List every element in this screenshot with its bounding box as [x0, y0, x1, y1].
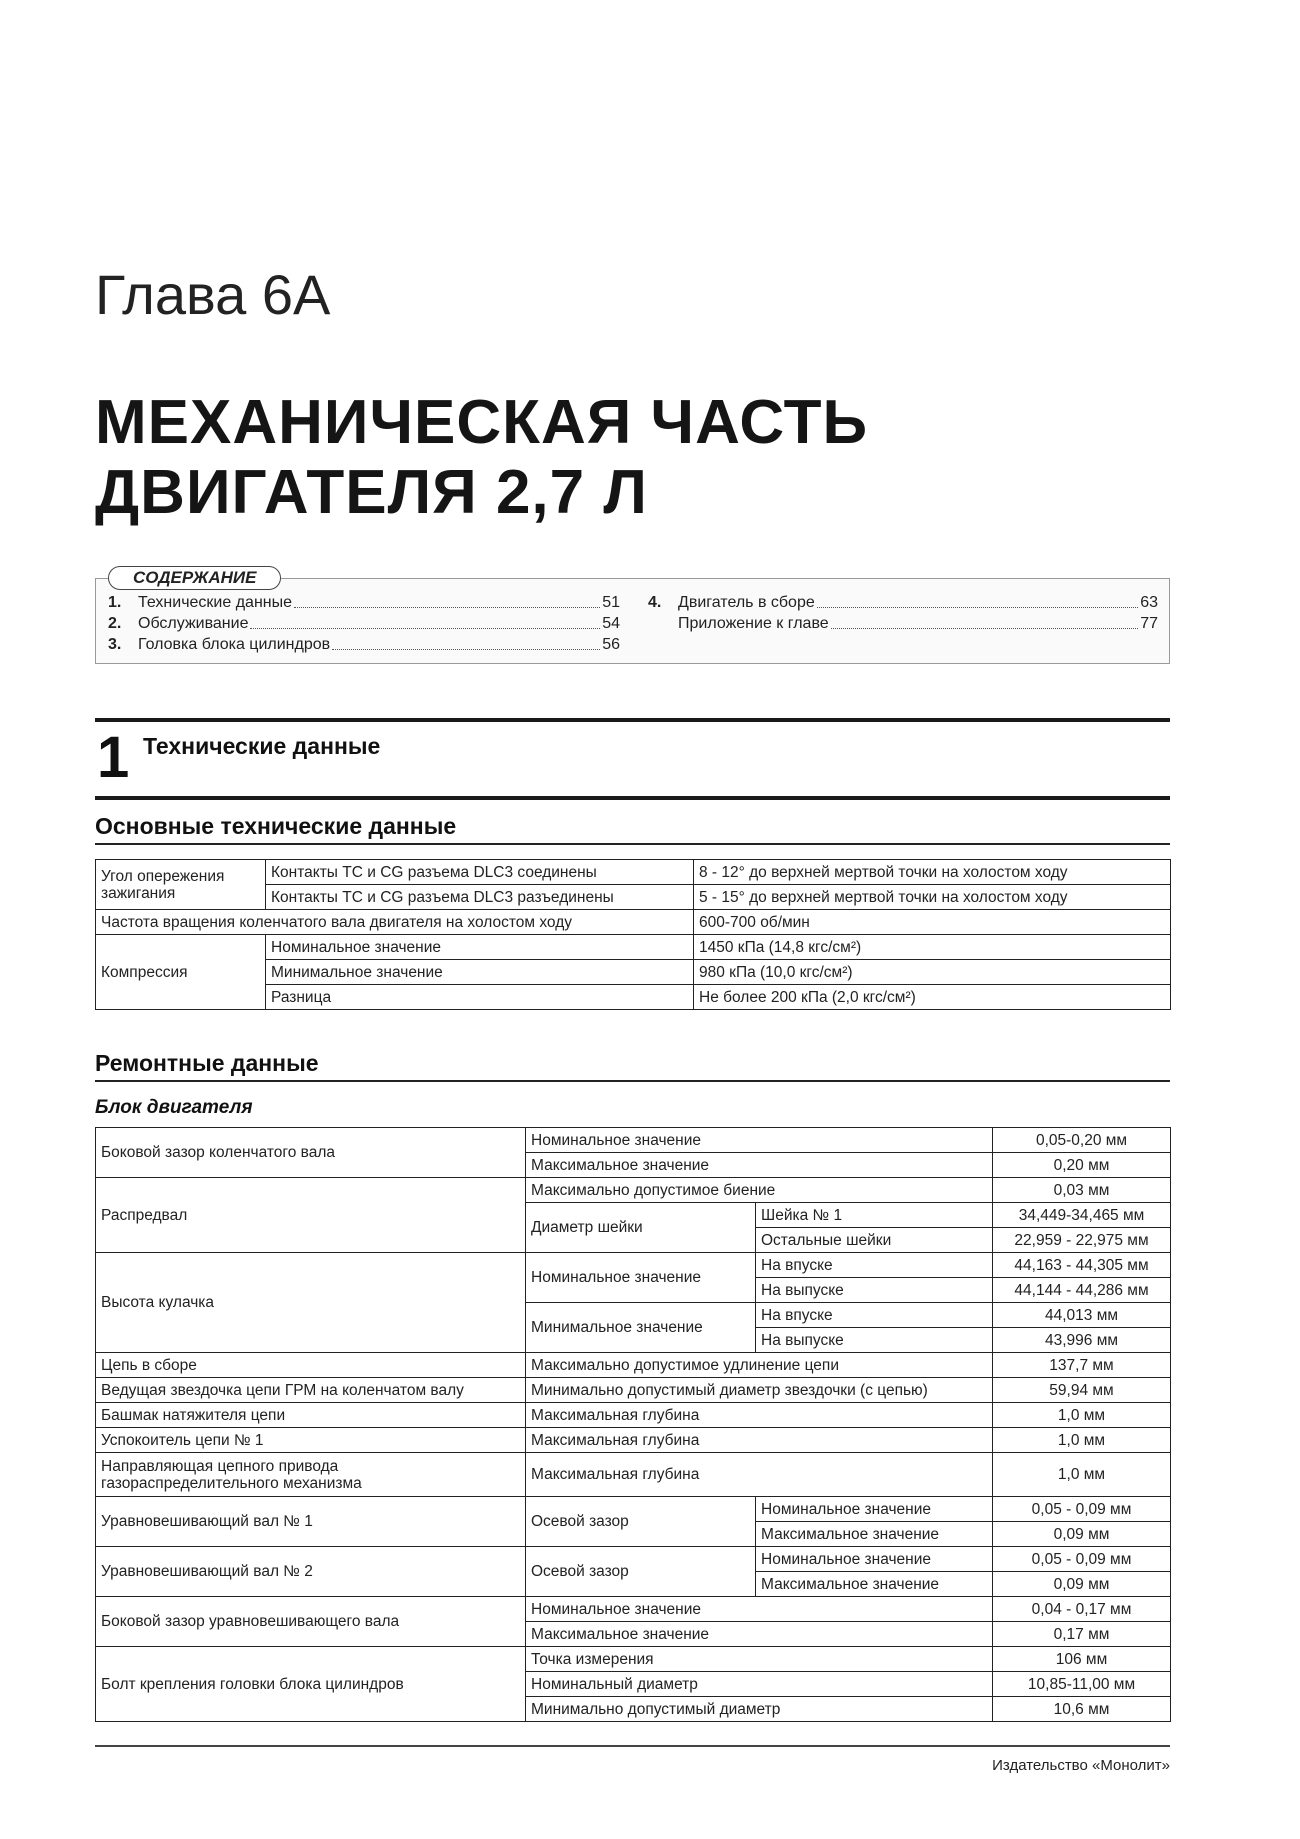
chapter-heading: Глава 6А	[95, 263, 331, 326]
dot-leader	[831, 613, 1139, 629]
table-cell: Шейка № 1	[756, 1203, 993, 1228]
table-cell: 10,6 мм	[993, 1697, 1171, 1722]
contents-item-number: 1.	[108, 594, 122, 611]
publisher-footer: Издательство «Монолит»	[992, 1757, 1170, 1774]
table-cell: 44,144 - 44,286 мм	[993, 1278, 1171, 1303]
table-cell: 5 - 15° до верхней мертвой точки на холостом ходу	[694, 885, 1171, 910]
table-cell: 0,04 - 0,17 мм	[993, 1597, 1171, 1622]
basic-data-table	[95, 859, 1171, 1010]
table-cell: 1,0 мм	[993, 1453, 1171, 1497]
table-cell: На впуске	[756, 1303, 993, 1328]
table-cell: Номинальный диаметр	[526, 1672, 993, 1697]
table-cell: 0,05-0,20 мм	[993, 1128, 1171, 1153]
table-cell: 0,03 мм	[993, 1178, 1171, 1203]
dot-leader	[294, 592, 600, 608]
table-row	[96, 1253, 1171, 1278]
table-cell: Номинальное значение	[526, 1128, 993, 1153]
table-cell: 10,85-11,00 мм	[993, 1672, 1171, 1697]
table-row	[96, 1647, 1171, 1672]
table-cell: 1,0 мм	[993, 1403, 1171, 1428]
table-cell: Осевой зазор	[526, 1497, 756, 1547]
contents-item[interactable]	[108, 634, 620, 655]
table-cell: Минимальное значение	[266, 960, 694, 985]
compression-label: Компрессия	[96, 935, 266, 1010]
table-cell: Цепь в сборе	[96, 1353, 526, 1378]
contents-label: СОДЕРЖАНИЕ	[108, 566, 281, 590]
table-row	[96, 1378, 1171, 1403]
table-row	[96, 910, 1171, 935]
table-row	[96, 1128, 1171, 1153]
table-cell: 106 мм	[993, 1647, 1171, 1672]
table-cell: Максимальное значение	[526, 1622, 993, 1647]
footer-rule	[95, 1745, 1170, 1747]
dot-leader	[817, 592, 1138, 608]
table-cell: 600-700 об/мин	[694, 910, 1171, 935]
table-row	[96, 1178, 1171, 1203]
table-cell: 43,996 мм	[993, 1328, 1171, 1353]
table-cell: На впуске	[756, 1253, 993, 1278]
table-cell: Номинальное значение	[526, 1597, 993, 1622]
table-cell: Максимальная глубина	[526, 1403, 993, 1428]
table-cell: Боковой зазор уравновешивающего вала	[96, 1597, 526, 1647]
table-row	[96, 1428, 1171, 1453]
contents-item-number: 4.	[648, 594, 662, 611]
table-cell: Направляющая цепного привода газораспределительного механизма	[96, 1453, 526, 1497]
section-title: Технические данные	[143, 733, 381, 759]
table-cell: 0,09 мм	[993, 1522, 1171, 1547]
table-cell: Контакты TC и CG разъема DLC3 соединены	[266, 860, 694, 885]
table-row	[96, 935, 1171, 960]
table-cell: 980 кПа (10,0 кгс/см²)	[694, 960, 1171, 985]
table-cell: Контакты TC и CG разъема DLC3 разъединены	[266, 885, 694, 910]
contents-item-page: 54	[602, 615, 620, 632]
table-cell: Не более 200 кПа (2,0 кгс/см²)	[694, 985, 1171, 1010]
table-row	[96, 1453, 1171, 1497]
section-top-rule	[95, 718, 1170, 722]
table-cell: Высота кулачка	[96, 1253, 526, 1353]
page-title	[95, 388, 868, 528]
contents-item-number	[648, 613, 678, 634]
contents-item-number: 3.	[108, 636, 122, 653]
table-cell: Остальные шейки	[756, 1228, 993, 1253]
table-cell: 0,17 мм	[993, 1622, 1171, 1647]
contents-item-text: Обслуживание	[138, 615, 249, 632]
contents-item[interactable]	[108, 592, 620, 613]
page-title-line-1: МЕХАНИЧЕСКАЯ ЧАСТЬ	[95, 388, 869, 457]
table-cell: Болт крепления головки блока цилиндров	[96, 1647, 526, 1722]
table-cell: Уравновешивающий вал № 1	[96, 1497, 526, 1547]
table-cell: Номинальное значение	[756, 1497, 993, 1522]
table-cell: 0,05 - 0,09 мм	[993, 1497, 1171, 1522]
basic-data-heading: Основные технические данные	[95, 813, 457, 839]
contents-item[interactable]	[108, 613, 620, 634]
repair-data-table	[95, 1127, 1171, 1722]
table-cell: Диаметр шейки	[526, 1203, 756, 1253]
table-cell: Максимальная глубина	[526, 1453, 993, 1497]
section-number: 1	[97, 725, 130, 790]
table-cell: 1450 кПа (14,8 кгс/см²)	[694, 935, 1171, 960]
ignition-label: Угол опережения зажигания	[96, 860, 266, 910]
table-cell: Минимально допустимый диаметр	[526, 1697, 993, 1722]
table-cell: 0,09 мм	[993, 1572, 1171, 1597]
table-row	[96, 1597, 1171, 1622]
table-cell: Успокоитель цепи № 1	[96, 1428, 526, 1453]
contents-right-column	[648, 592, 1158, 634]
table-cell: На выпуске	[756, 1278, 993, 1303]
contents-item[interactable]	[648, 613, 1158, 634]
section-bottom-rule	[95, 796, 1170, 800]
table-cell: Точка измерения	[526, 1647, 993, 1672]
contents-item-number: 2.	[108, 615, 122, 632]
table-cell: 0,05 - 0,09 мм	[993, 1547, 1171, 1572]
table-cell: Ведущая звездочка цепи ГРМ на коленчатом валу	[96, 1378, 526, 1403]
table-row	[96, 1353, 1171, 1378]
repair-data-heading: Ремонтные данные	[95, 1050, 319, 1076]
table-cell: 22,959 - 22,975 мм	[993, 1228, 1171, 1253]
contents-item-page: 56	[602, 636, 620, 653]
basic-data-rule	[95, 843, 1170, 845]
contents-item-text: Головка блока цилиндров	[138, 636, 331, 653]
table-cell: 44,163 - 44,305 мм	[993, 1253, 1171, 1278]
table-row	[96, 1547, 1171, 1572]
contents-item-page: 63	[1140, 594, 1158, 611]
table-cell: Максимальное значение	[756, 1522, 993, 1547]
contents-item[interactable]	[648, 592, 1158, 613]
repair-data-rule	[95, 1080, 1170, 1082]
table-cell: Боковой зазор коленчатого вала	[96, 1128, 526, 1178]
table-cell: Номинальное значение	[266, 935, 694, 960]
table-cell: Номинальное значение	[756, 1547, 993, 1572]
table-cell: Максимально допустимое биение	[526, 1178, 993, 1203]
table-cell: Распредвал	[96, 1178, 526, 1253]
table-cell: 1,0 мм	[993, 1428, 1171, 1453]
contents-item-text: Приложение к главе	[678, 615, 829, 632]
dot-leader	[250, 613, 600, 629]
contents-item-text: Двигатель в сборе	[678, 594, 815, 611]
table-row	[96, 1403, 1171, 1428]
table-cell: 34,449-34,465 мм	[993, 1203, 1171, 1228]
dot-leader	[332, 634, 600, 650]
table-cell: Осевой зазор	[526, 1547, 756, 1597]
contents-item-page: 51	[602, 594, 620, 611]
contents-item-page: 77	[1140, 615, 1158, 632]
table-cell: Башмак натяжителя цепи	[96, 1403, 526, 1428]
contents-item-text: Технические данные	[138, 594, 293, 611]
table-cell: Максимальная глубина	[526, 1428, 993, 1453]
table-cell: Максимальное значение	[526, 1153, 993, 1178]
table-cell: 137,7 мм	[993, 1353, 1171, 1378]
table-cell: 44,013 мм	[993, 1303, 1171, 1328]
table-row	[96, 860, 1171, 885]
page-title-line-2: ДВИГАТЕЛЯ 2,7 Л	[95, 458, 648, 527]
table-cell: Минимальное значение	[526, 1303, 756, 1353]
table-cell: Максимально допустимое удлинение цепи	[526, 1353, 993, 1378]
table-cell: Минимально допустимый диаметр звездочки (с цепью)	[526, 1378, 993, 1403]
table-cell: Частота вращения коленчатого вала двигателя на холостом ходу	[96, 910, 694, 935]
table-cell: 8 - 12° до верхней мертвой точки на холостом ходу	[694, 860, 1171, 885]
table-cell: Уравновешивающий вал № 2	[96, 1547, 526, 1597]
table-cell: 0,20 мм	[993, 1153, 1171, 1178]
table-cell: На выпуске	[756, 1328, 993, 1353]
engine-block-heading: Блок двигателя	[95, 1097, 253, 1118]
table-cell: 59,94 мм	[993, 1378, 1171, 1403]
table-cell: Номинальное значение	[526, 1253, 756, 1303]
table-cell: Разница	[266, 985, 694, 1010]
table-cell: Максимальное значение	[756, 1572, 993, 1597]
contents-left-column	[108, 592, 620, 655]
table-row	[96, 1497, 1171, 1522]
